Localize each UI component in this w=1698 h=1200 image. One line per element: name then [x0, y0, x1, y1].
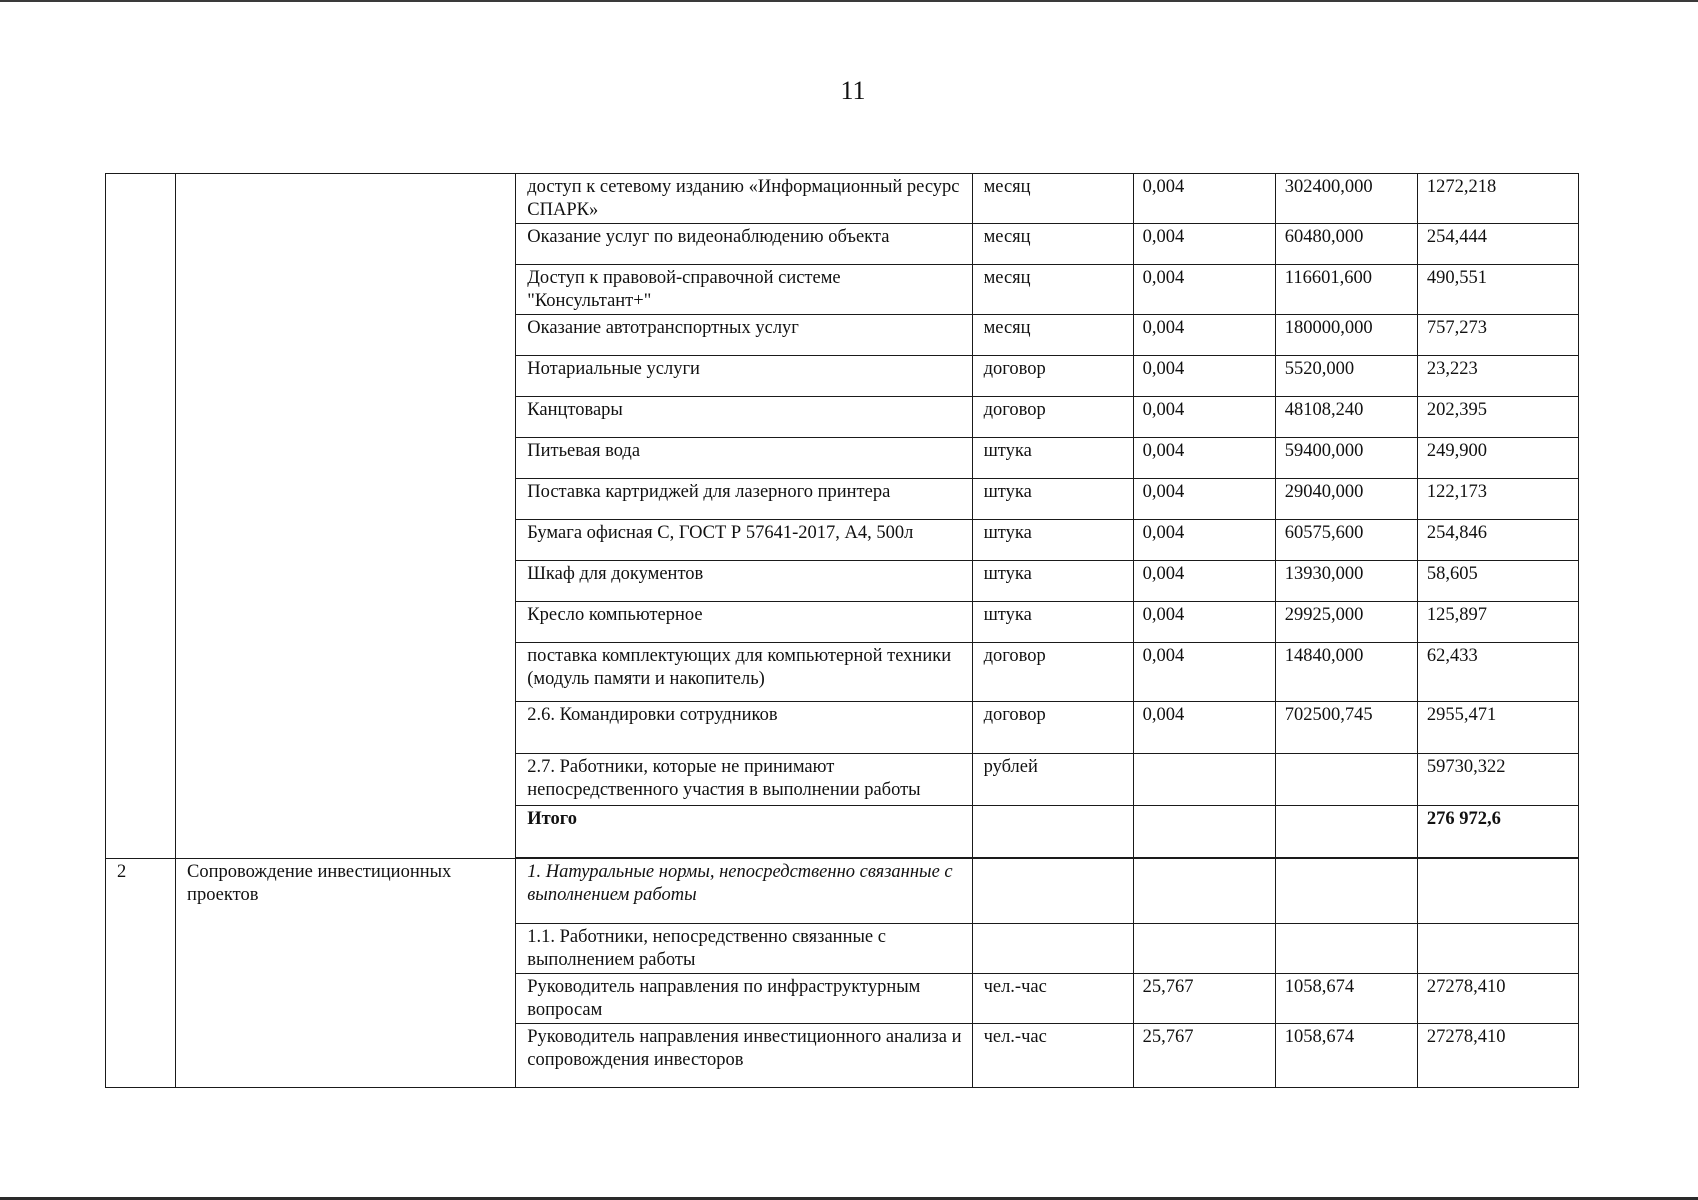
item-total: 254,444: [1417, 224, 1578, 265]
item-qty: 0,004: [1133, 602, 1275, 643]
empty-cell: [1417, 859, 1578, 924]
section-title: Сопровождение инвестиционных проектов: [176, 859, 516, 1088]
item-qty: 0,004: [1133, 702, 1275, 754]
item-qty: 0,004: [1133, 561, 1275, 602]
item-price: 180000,000: [1275, 315, 1417, 356]
item-unit: чел.-час: [972, 1024, 1133, 1088]
item-total: 27278,410: [1417, 974, 1578, 1024]
item-name: Оказание автотранспортных услуг: [516, 315, 972, 356]
item-price: 5520,000: [1275, 356, 1417, 397]
empty-cell: [972, 924, 1133, 974]
item-unit: штука: [972, 602, 1133, 643]
item-unit: месяц: [972, 174, 1133, 224]
item-price: 59400,000: [1275, 438, 1417, 479]
empty-cell: [1133, 859, 1275, 924]
empty-cell: [1275, 859, 1417, 924]
itogo-label: Итого: [516, 806, 972, 858]
item-name: доступ к сетевому изданию «Информационный ресурс СПАРК»: [516, 174, 972, 224]
section-number: 2: [106, 859, 176, 1088]
item-unit: месяц: [972, 315, 1133, 356]
item-name: Бумага офисная С, ГОСТ Р 57641-2017, А4, 500л: [516, 520, 972, 561]
item-unit: месяц: [972, 224, 1133, 265]
empty-cell: [1417, 924, 1578, 974]
item-total: 125,897: [1417, 602, 1578, 643]
number-cell-empty: [106, 174, 176, 859]
item-price: 29925,000: [1275, 602, 1417, 643]
page-number: 11: [840, 76, 866, 105]
item-name: Канцтовары: [516, 397, 972, 438]
item-total: 122,173: [1417, 479, 1578, 520]
item-qty: 25,767: [1133, 1024, 1275, 1088]
item-price: 60480,000: [1275, 224, 1417, 265]
item-unit: договор: [972, 702, 1133, 754]
item-qty: 0,004: [1133, 265, 1275, 315]
scan-edge-top: [0, 0, 1698, 2]
item-qty: [1133, 754, 1275, 806]
item-name: Нотариальные услуги: [516, 356, 972, 397]
item-name: Руководитель направления инвестиционного анализа и сопровождения инвесторов: [516, 1024, 972, 1088]
item-qty: 0,004: [1133, 643, 1275, 702]
empty-cell: [1133, 806, 1275, 858]
item-price: 60575,600: [1275, 520, 1417, 561]
empty-cell: [1275, 924, 1417, 974]
empty-cell: [972, 806, 1133, 858]
item-price: 1058,674: [1275, 1024, 1417, 1088]
item-total: 59730,322: [1417, 754, 1578, 806]
item-name: Оказание услуг по видеонаблюдению объекта: [516, 224, 972, 265]
item-unit: штука: [972, 479, 1133, 520]
item-unit: штука: [972, 520, 1133, 561]
item-qty: 0,004: [1133, 224, 1275, 265]
item-total: 202,395: [1417, 397, 1578, 438]
item-total: 58,605: [1417, 561, 1578, 602]
item-name: Питьевая вода: [516, 438, 972, 479]
section-norms-header: 1. Натуральные нормы, непосредственно связанные с выполнением работы: [516, 859, 972, 924]
item-total: 2955,471: [1417, 702, 1578, 754]
item-unit: договор: [972, 643, 1133, 702]
item-name: Кресло компьютерное: [516, 602, 972, 643]
item-qty: 0,004: [1133, 479, 1275, 520]
item-total: 23,223: [1417, 356, 1578, 397]
item-name: поставка комплектующих для компьютерной техники (модуль памяти и накопитель): [516, 643, 972, 702]
item-price: 302400,000: [1275, 174, 1417, 224]
itogo-total: 276 972,6: [1417, 806, 1578, 858]
item-price: 13930,000: [1275, 561, 1417, 602]
item-total: 490,551: [1417, 265, 1578, 315]
item-name: 2.7. Работники, которые не принимают непосредственного участия в выполнении работы: [516, 754, 972, 806]
item-total: 27278,410: [1417, 1024, 1578, 1088]
item-unit: договор: [972, 356, 1133, 397]
item-qty: 25,767: [1133, 974, 1275, 1024]
item-price: 1058,674: [1275, 974, 1417, 1024]
section2-header-row: [106, 859, 1579, 924]
item-unit: штука: [972, 438, 1133, 479]
item-total: 254,846: [1417, 520, 1578, 561]
item-total: 757,273: [1417, 315, 1578, 356]
item-qty: 0,004: [1133, 397, 1275, 438]
item-qty: 0,004: [1133, 520, 1275, 561]
section-workers-subheader: 1.1. Работники, непосредственно связанные с выполнением работы: [516, 924, 972, 974]
item-name: Шкаф для документов: [516, 561, 972, 602]
title-cell-empty: [176, 174, 516, 859]
item-name: 2.6. Командировки сотрудников: [516, 702, 972, 754]
item-unit: месяц: [972, 265, 1133, 315]
item-name: Руководитель направления по инфраструктурным вопросам: [516, 974, 972, 1024]
item-total: 62,433: [1417, 643, 1578, 702]
item-price: 48108,240: [1275, 397, 1417, 438]
item-price: 29040,000: [1275, 479, 1417, 520]
item-total: 1272,218: [1417, 174, 1578, 224]
item-unit: штука: [972, 561, 1133, 602]
item-price: 116601,600: [1275, 265, 1417, 315]
table-row: [106, 174, 1579, 224]
item-qty: 0,004: [1133, 174, 1275, 224]
norms-table: [105, 173, 1579, 1088]
empty-cell: [1275, 806, 1417, 858]
item-name: Поставка картриджей для лазерного принтера: [516, 479, 972, 520]
item-name: Доступ к правовой-справочной системе "Консультант+": [516, 265, 972, 315]
item-unit: рублей: [972, 754, 1133, 806]
empty-cell: [972, 859, 1133, 924]
item-unit: договор: [972, 397, 1133, 438]
item-qty: 0,004: [1133, 356, 1275, 397]
item-price: [1275, 754, 1417, 806]
item-total: 249,900: [1417, 438, 1578, 479]
item-unit: чел.-час: [972, 974, 1133, 1024]
item-qty: 0,004: [1133, 315, 1275, 356]
item-price: 14840,000: [1275, 643, 1417, 702]
empty-cell: [1133, 924, 1275, 974]
item-qty: 0,004: [1133, 438, 1275, 479]
item-price: 702500,745: [1275, 702, 1417, 754]
